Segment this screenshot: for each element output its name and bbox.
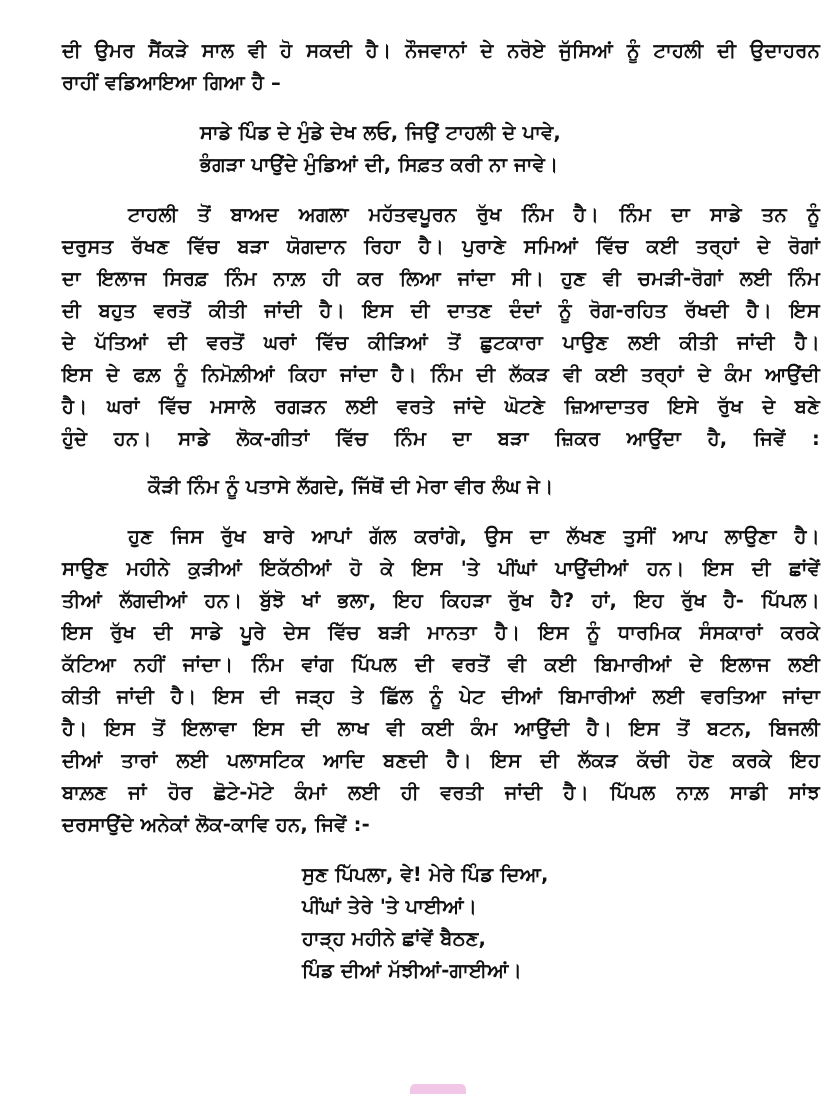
- verse1-line-1: ਸਾਡੇ ਪਿੰਡ ਦੇ ਮੁੰਡੇ ਦੇਖ ਲਓ, ਜਿਉਂ ਟਾਹਲੀ ਦੇ ਪਾਵੇ,: [200, 121, 561, 144]
- para1-line-2: ਰਾਹੀਂ ਵਡਿਆਇਆ ਗਿਆ ਹੈ –: [62, 71, 281, 94]
- para2-line-3: ਦਾ ਇਲਾਜ ਸਿਰਫ਼ ਨਿੰਮ ਨਾਲ਼ ਹੀ ਕਰ ਲਿਆ ਜਾਂਦਾ ਸੀ। ਹੁਣ ਵੀ ਚਮੜੀ-ਰੋਗਾਂ ਲਈ ਨਿੰਮ: [62, 267, 820, 290]
- para3-line-10: ਦਰਸਾਉਂਦੇ ਅਨੇਕਾਂ ਲੋਕ-ਕਾਵਿ ਹਨ, ਜਿਵੇਂ :-: [62, 813, 370, 836]
- para3-line-4: ਇਸ ਰੁੱਖ ਦੀ ਸਾਡੇ ਪੂਰੇ ਦੇਸ ਵਿੱਚ ਬੜੀ ਮਾਨਤਾ ਹੈ। ਇਸ ਨੂੰ ਧਾਰਮਿਕ ਸੰਸਕਾਰਾਂ ਕਰਕੇ: [62, 621, 820, 644]
- verse3-line-4: ਪਿੰਡ ਦੀਆਂ ਮੱਝੀਆਂ-ਗਾਈਆਂ।: [302, 959, 522, 982]
- para2-line-6: ਇਸ ਦੇ ਫਲ਼ ਨੂੰ ਨਿਮੋਲ਼ੀਆਂ ਕਿਹਾ ਜਾਂਦਾ ਹੈ। ਨਿੰਮ ਦੀ ਲੱਕੜ ਵੀ ਕਈ ਤਰ੍ਹਾਂ ਦੇ ਕੰਮ ਆਉਂਦੀ: [62, 363, 820, 386]
- para2-line-8: ਹੁੰਦੇ ਹਨ। ਸਾਡੇ ਲੋਕ-ਗੀਤਾਂ ਵਿੱਚ ਨਿੰਮ ਦਾ ਬੜਾ ਜ਼ਿਕਰ ਆਉਂਦਾ ਹੈ, ਜਿਵੇਂ :: [62, 427, 820, 450]
- verse2-line: ਕੌੜੀ ਨਿੰਮ ਨੂੰ ਪਤਾਸੇ ਲੱਗਦੇ, ਜਿੱਥੋਂ ਦੀ ਮੇਰਾ ਵੀਰ ਲੰਘ ਜੇ।: [148, 475, 554, 498]
- para3-line-8: ਦੀਆਂ ਤਾਰਾਂ ਲਈ ਪਲਾਸਟਿਕ ਆਦਿ ਬਣਦੀ ਹੈ। ਇਸ ਦੀ ਲੱਕੜ ਕੱਚੀ ਹੋਣ ਕਰਕੇ ਇਹ: [62, 749, 820, 772]
- verse3-line-1: ਸੁਣ ਪਿੱਪਲਾ, ਵੇ! ਮੇਰੇ ਪਿੰਡ ਦਿਆ,: [302, 863, 549, 886]
- para2-line-4: ਦੀ ਬਹੁਤ ਵਰਤੋਂ ਕੀਤੀ ਜਾਂਦੀ ਹੈ। ਇਸ ਦੀ ਦਾਤਣ ਦੰਦਾਂ ਨੂੰ ਰੋਗ-ਰਹਿਤ ਰੱਖਦੀ ਹੈ। ਇਸ: [62, 299, 820, 322]
- para3-line-6: ਕੀਤੀ ਜਾਂਦੀ ਹੈ। ਇਸ ਦੀ ਜੜ੍ਹ ਤੇ ਛਿੱਲ ਨੂੰ ਪੇਟ ਦੀਆਂ ਬਿਮਾਰੀਆਂ ਲਈ ਵਰਤਿਆ ਜਾਂਦਾ: [62, 685, 820, 708]
- verse3-line-3: ਹਾੜ੍ਹ ਮਹੀਨੇ ਛਾਂਵੇਂ ਬੈਠਣ,: [302, 927, 487, 950]
- para3-line-3: ਤੀਆਂ ਲੱਗਦੀਆਂ ਹਨ। ਬੁੱਝੋ ਖਾਂ ਭਲਾ, ਇਹ ਕਿਹੜਾ ਰੁੱਖ ਹੈ? ਹਾਂ, ਇਹ ਰੁੱਖ ਹੈ- ਪਿੱਪਲ।: [62, 589, 820, 612]
- para2-line-7: ਹੈ। ਘਰਾਂ ਵਿੱਚ ਮਸਾਲੇ ਰਗੜਨ ਲਈ ਵਰਤੇ ਜਾਂਦੇ ਘੋਟਣੇ ਜ਼ਿਆਦਾਤਰ ਇਸੇ ਰੁੱਖ ਦੇ ਬਣੇ: [62, 395, 820, 418]
- para2-line-2: ਦਰੁਸਤ ਰੱਖਣ ਵਿੱਚ ਬੜਾ ਯੋਗਦਾਨ ਰਿਹਾ ਹੈ। ਪੁਰਾਣੇ ਸਮਿਆਂ ਵਿੱਚ ਕਈ ਤਰ੍ਹਾਂ ਦੇ ਰੋਗਾਂ: [62, 235, 820, 258]
- para3-line-7: ਹੈ। ਇਸ ਤੋਂ ਇਲਾਵਾ ਇਸ ਦੀ ਲਾਖ ਵੀ ਕਈ ਕੰਮ ਆਉਂਦੀ ਹੈ। ਇਸ ਤੋਂ ਬਟਨ, ਬਿਜਲੀ: [62, 717, 820, 740]
- para3-line-9: ਬਾਲ਼ਣ ਜਾਂ ਹੋਰ ਛੋਟੇ-ਮੋਟੇ ਕੰਮਾਂ ਲਈ ਹੀ ਵਰਤੀ ਜਾਂਦੀ ਹੈ। ਪਿੱਪਲ ਨਾਲ਼ ਸਾਡੀ ਸਾਂਝ: [62, 781, 820, 804]
- para3-line-2: ਸਾਉਣ ਮਹੀਨੇ ਕੁੜੀਆਂ ਇਕੱਠੀਆਂ ਹੋ ਕੇ ਇਸ 'ਤੇ ਪੀਂਘਾਂ ਪਾਉਂਦੀਆਂ ਹਨ। ਇਸ ਦੀ ਛਾਂਵੇਂ: [62, 557, 820, 580]
- verse1-line-2: ਭੰਗੜਾ ਪਾਉਂਦੇ ਮੁੰਡਿਆਂ ਦੀ, ਸਿਫ਼ਤ ਕਰੀ ਨਾ ਜਾਵੇ।: [200, 153, 559, 176]
- verse3-line-2: ਪੀਂਘਾਂ ਤੇਰੇ 'ਤੇ ਪਾਈਆਂ।: [302, 895, 478, 918]
- para2-line-1: ਟਾਹਲੀ ਤੋਂ ਬਾਅਦ ਅਗਲਾ ਮਹੱਤਵਪੂਰਨ ਰੁੱਖ ਨਿੰਮ ਹੈ। ਨਿੰਮ ਦਾ ਸਾਡੇ ਤਨ ਨੂੰ: [128, 203, 820, 226]
- para1-line-1: ਦੀ ਉਮਰ ਸੈਂਕੜੇ ਸਾਲ ਵੀ ਹੋ ਸਕਦੀ ਹੈ। ਨੌਜਵਾਨਾਂ ਦੇ ਨਰੋਏ ਜੁੱਸਿਆਂ ਨੂੰ ਟਾਹਲੀ ਦੀ ਉਦਾਹਰਨ: [62, 39, 820, 62]
- page-number-tab: [410, 1084, 466, 1094]
- para3-line-5: ਕੱਟਿਆ ਨਹੀਂ ਜਾਂਦਾ। ਨਿੰਮ ਵਾਂਗ ਪਿੱਪਲ ਦੀ ਵਰਤੋਂ ਵੀ ਕਈ ਬਿਮਾਰੀਆਂ ਦੇ ਇਲਾਜ ਲਈ: [62, 653, 820, 676]
- para3-line-1: ਹੁਣ ਜਿਸ ਰੁੱਖ ਬਾਰੇ ਆਪਾਂ ਗੱਲ ਕਰਾਂਗੇ, ਉਸ ਦਾ ਲੱਖਣ ਤੁਸੀਂ ਆਪ ਲਾਉਣਾ ਹੈ।: [128, 525, 820, 548]
- para2-line-5: ਦੇ ਪੱਤਿਆਂ ਦੀ ਵਰਤੋਂ ਘਰਾਂ ਵਿੱਚ ਕੀੜਿਆਂ ਤੋਂ ਛੁਟਕਾਰਾ ਪਾਉਣ ਲਈ ਕੀਤੀ ਜਾਂਦੀ ਹੈ।: [62, 331, 820, 354]
